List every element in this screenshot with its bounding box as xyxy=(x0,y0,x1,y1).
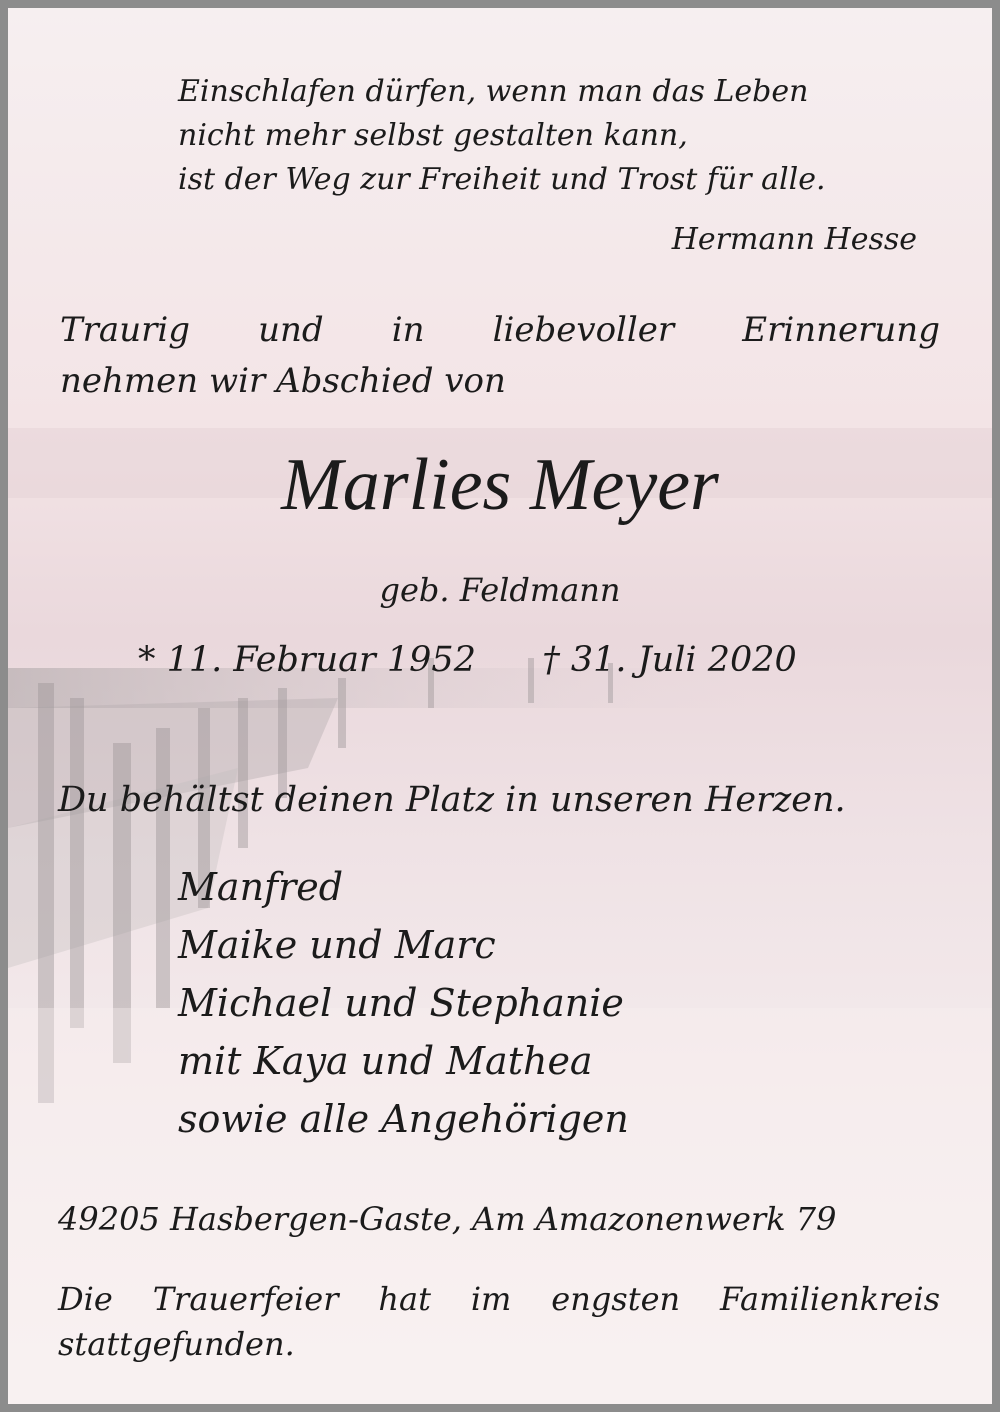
quote-author: Hermann Hesse xyxy=(671,222,917,257)
intro-word: in xyxy=(391,310,425,350)
ceremony-word: Die xyxy=(58,1280,113,1318)
ceremony-line-1 xyxy=(58,1280,940,1318)
mourner-line: Manfred xyxy=(178,865,344,909)
life-dates xyxy=(138,640,797,680)
address: 49205 Hasbergen-Gaste, Am Amazonenwerk 79 xyxy=(58,1200,837,1238)
ceremony-word: hat xyxy=(378,1280,431,1318)
mourner-line: Maike und Marc xyxy=(178,923,496,967)
quote-line: Einschlafen dürfen, wenn man das Leben xyxy=(178,74,809,109)
quote-block xyxy=(178,70,826,202)
mourner-line: sowie alle Angehörigen xyxy=(178,1097,629,1141)
death-date: † 31. Juli 2020 xyxy=(542,640,797,680)
intro-word: liebevoller xyxy=(492,310,675,350)
mourner-line: Michael und Stephanie xyxy=(178,981,624,1025)
ceremony-word: Trauerfeier xyxy=(152,1280,339,1318)
mourners-list xyxy=(178,858,629,1148)
intro-word: Traurig xyxy=(60,310,190,350)
maiden-name: geb. Feldmann xyxy=(379,571,621,609)
jetty-background-image xyxy=(8,8,992,1404)
ceremony-word: engsten xyxy=(551,1280,681,1318)
ceremony-word: im xyxy=(470,1280,512,1318)
intro-word: Erinnerung xyxy=(742,310,940,350)
intro-line-1 xyxy=(60,310,940,350)
mourner-line: mit Kaya und Mathea xyxy=(178,1039,593,1083)
ceremony-line-2: stattgefunden. xyxy=(58,1325,295,1363)
intro-word: und xyxy=(258,310,324,350)
ceremony-word: Familienkreis xyxy=(720,1280,940,1318)
deceased-name: Marlies Meyer xyxy=(281,444,719,526)
memorial-message: Du behältst deinen Platz in unseren Herzen. xyxy=(58,780,846,820)
quote-line: nicht mehr selbst gestalten kann, xyxy=(178,118,688,153)
birth-date: * 11. Februar 1952 xyxy=(138,640,476,680)
intro-line-2: nehmen wir Abschied von xyxy=(60,361,506,401)
quote-line: ist der Weg zur Freiheit und Trost für alle. xyxy=(178,162,826,197)
